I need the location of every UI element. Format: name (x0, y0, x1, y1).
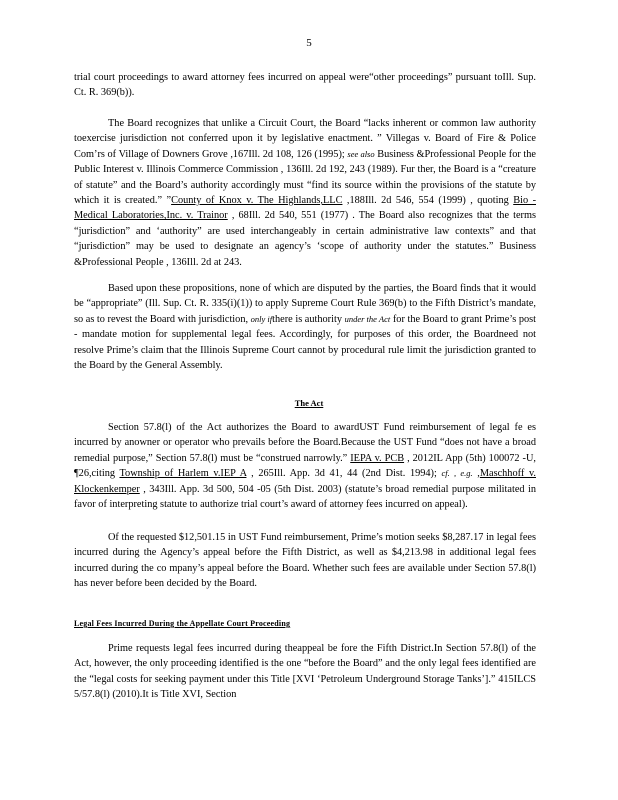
paragraph-propositions: Based upon these propositions, none of which are disputed by the parties, the Board finds that it would be “appropriate” (Ill. Sup. Ct. R. 335(i)(1)) to apply Supreme Court Rule 369(b) to the Fifth District’s mandate, so as to revest the Board with jurisdiction, only ifthere is authority under the Act for the Board to grant Prime’s post - mandate motion for supplemental legal fees. Accordingly, for purposes of this order, the Boardneed not resolve Prime’s claim that the Illinois Supreme Court cannot by procedural rule limit the jurisdiction granted to the Board by the General Assembly. (74, 283, 536, 372)
emphasis-only-if: only if (250, 313, 273, 324)
case-name-maschhoff: Maschhoff v. Klockenkemper (74, 468, 536, 495)
section-heading-the-act: The Act (294, 398, 324, 408)
paragraph-prime-requests: Prime requests legal fees incurred during theappeal be fore the Fifth District.In Section 57.8(l) of the Act, however, the only proceeding identified is the one “before the Board” and the only legal fees identified are the “legal costs for seeking payment under this Title [XVI ‘Petroleum Underground Storage Tanks’].” 415ILCS 5/57.8(l) (2010).It is Title XVI, Section (74, 643, 536, 701)
page-number: 5 (306, 37, 312, 49)
paragraph-section-57-8: Section 57.8(l) of the Act authorizes the Board to awardUST Fund reimbursement of legal fe es incurred by anowner or operator who prevails before the Board.Because the UST Fund “does not have a broad remedial purpose,” Section 57.8(l) must be “construed narrowly.” IEPA v. PCB , 2012IL App (5th) 100072 -U, ¶26,citing Township of Harlem v.IEP A , 265Ill. App. 3d 41, 44 (2nd Dist. 1994); cf. , e.g. ,Maschhoff v. Klockenkemper , 343Ill. App. 3d 500, 504 -05 (5th Dist. 2003) (statute’s broad remedial purpose militated in favor of interpreting statute to authorize trial court’s award of attorney fees incurred on appeal). (74, 422, 536, 511)
emphasis-under-the-act: under the Act (344, 313, 391, 324)
case-name-bio-medical: Bio - Medical Laboratories,Inc. v. Trainor (74, 195, 536, 222)
citation-signal-see-also: see also (347, 148, 375, 159)
case-name-iepa-v-pcb: IEPA v. PCB (350, 452, 405, 464)
citation-signal-cf: cf. , e.g. (441, 468, 473, 479)
case-name-township-of-harlem: Township of Harlem v.IEP A (119, 468, 247, 480)
paragraph-continuation: trial court proceedings to award attorney fees incurred on appeal were“other proceedings” pursuant toIll. Sup. Ct. R. 369(b)). (74, 72, 536, 99)
subheading-legal-fees-appellate: Legal Fees Incurred During the Appellate Court Proceeding (74, 619, 291, 628)
paragraph-requested-fees: Of the requested $12,501.15 in UST Fund reimbursement, Prime’s motion seeks $8,287.17 in legal fees incurred during the Agency’s appeal before the Fifth District, as well as $4,213.98 in additional legal fees incurred during the co mpany’s appeal before the Board. Whether such fees are available under Section 57.8(l) has never before been decided by the Board. (74, 532, 536, 590)
paragraph-board-authority: The Board recognizes that unlike a Circuit Court, the Board “lacks inherent or common law authority toexercise jurisdiction not conferred upon it by legislative enactment. ” Villegas v. Board of Fire & Police Com’rs of Village of Downers Grove ,167Ill. 2d 108, 126 (1995); see also Business &Professional People for the Public Interest v. Illinois Commerce Commission , 136Ill. 2d 192, 243 (1989). Fur ther, the Board is a “creature of statute” and the Board’s authority accordingly must “find its source within the provisions of the statute by which it is created.” ”County of Knox v. The Highlands,LLC ,188Ill. 2d 546, 554 (1999) , quoting Bio - Medical Laboratories,Inc. v. Trainor , 68Ill. 2d 540, 551 (1977) . The Board also recognizes that the terms “jurisdiction” and ‘authority” are used interchangeably in certain administrative law contexts” and that “jurisdiction” may be used to designate an agency’s ‘scope of authority under the statutes.” Business &Professional People , 136Ill. 2d at 243. (74, 118, 537, 268)
case-name-county-of-knox: County of Knox v. The Highlands,LLC (171, 195, 343, 207)
